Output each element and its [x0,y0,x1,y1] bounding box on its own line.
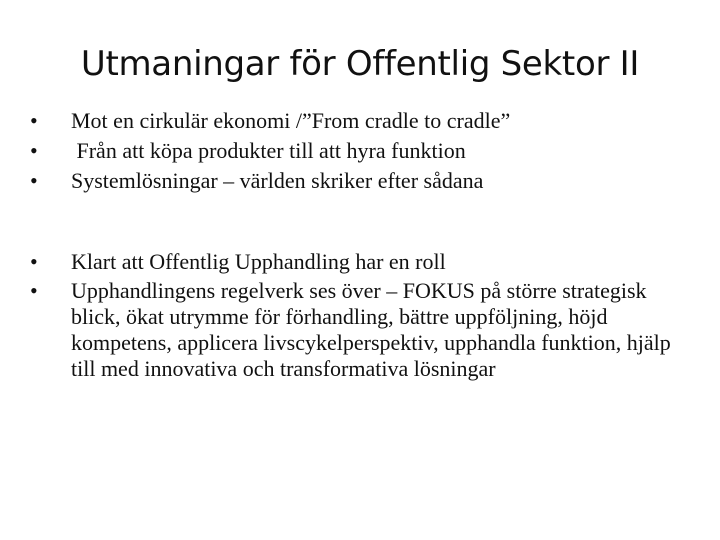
bullet-text: Systemlösningar – världen skriker efter sådana [71,168,484,193]
bullet-icon: • [30,278,38,303]
bullet-text: Från att köpa produkter till att hyra funktion [71,138,466,163]
list-item [30,249,690,275]
slide-title: Utmaningar för Offentlig Sektor II [80,44,640,84]
bullet-icon: • [30,168,38,193]
bullet-list-primary [30,106,690,196]
bullet-text: Klart att Offentlig Upphandling har en roll [71,249,446,274]
list-item [30,106,690,135]
list-item [30,278,690,382]
bullet-text: Upphandlingens regelverk ses över – FOKUS på större strategisk blick, ökat utrymme för förhandling, bättre uppföljning, höjd kompetens, applicera livscykelperspektiv, upphandla funktion, hjälp till med innovativa och transformativa lösningar [71,278,671,381]
bullet-icon: • [30,108,38,133]
list-item [30,166,690,195]
bullet-text: Mot en cirkulär ekonomi /”From cradle to cradle” [71,108,511,133]
bullet-icon: • [30,138,38,163]
list-item [30,136,690,165]
bullet-list-secondary [30,249,690,385]
bullet-icon: • [30,249,38,274]
